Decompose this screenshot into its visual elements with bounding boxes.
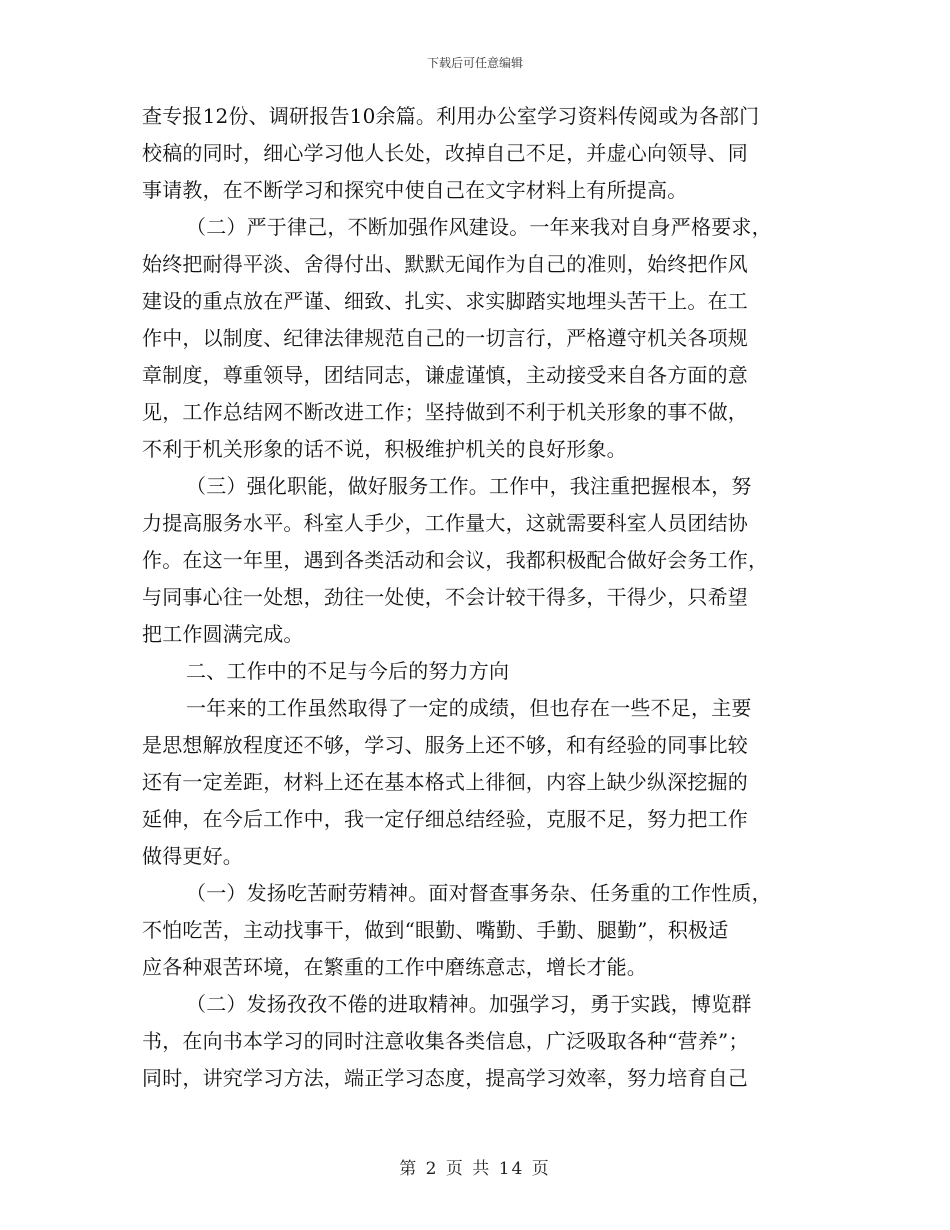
- text-line: 延伸，在今后工作中，我一定仔细总结经验，克服不足，努力把工作: [142, 807, 748, 831]
- text-line: 校稿的同时，细心学习他人长处，改掉自己不足，并虚心向领导、同: [142, 141, 748, 165]
- text-line: 建设的重点放在严谨、细致、扎实、求实脚踏实地埋头苦干上。在工: [142, 289, 748, 313]
- text-line: 书，在向书本学习的同时注意收集各类信息，广泛吸取各种“营养”；: [142, 1029, 749, 1053]
- text-line: （一）发扬吃苦耐劳精神。面对督查事务杂、任务重的工作性质，: [186, 881, 772, 905]
- text-line: 一年来的工作虽然取得了一定的成绩，但也存在一些不足，主要: [186, 696, 752, 720]
- page-number: 第 2 页 共 14 页: [399, 1159, 551, 1179]
- document-body: [142, 98, 807, 1097]
- text-line: 同时，讲究学习方法，端正学习态度，提高学习效率，努力培育自己: [142, 1066, 748, 1090]
- text-line: 事请教，在不断学习和探究中使自己在文字材料上有所提高。: [142, 178, 688, 202]
- text-line: 是思想解放程度还不够，学习、服务上还不够，和有经验的同事比较: [142, 733, 748, 757]
- text-line: 应各种艰苦环境，在繁重的工作中磨练意志，增长才能。: [142, 955, 647, 979]
- text-line: 做得更好。: [142, 844, 243, 868]
- text-line: （三）强化职能，做好服务工作。工作中，我注重把握根本，努: [186, 474, 752, 498]
- text-line: （二）严于律己，不断加强作风建设。一年来我对自身严格要求，: [186, 215, 772, 239]
- page-header: 下载后可任意编辑: [426, 56, 523, 70]
- text-line: 力提高服务水平。科室人手少，工作量大，这就需要科室人员团结协: [142, 511, 748, 535]
- text-line: 二、工作中的不足与今后的努力方向: [186, 659, 510, 683]
- text-line: 查专报12份、调研报告10余篇。利用办公室学习资料传阅或为各部门: [142, 104, 760, 128]
- text-line: 章制度，尊重领导，团结同志，谦虚谨慎，主动接受来自各方面的意: [142, 363, 748, 387]
- text-line: 始终把耐得平淡、舍得付出、默默无闻作为自己的准则，始终把作风: [142, 252, 748, 276]
- text-line: 作中，以制度、纪律法律规范自己的一切言行，严格遵守机关各项规: [142, 326, 748, 350]
- text-line: 不利于机关形象的话不说，积极维护机关的良好形象。: [142, 437, 627, 461]
- text-line: （二）发扬孜孜不倦的进取精神。加强学习，勇于实践，博览群: [186, 992, 752, 1016]
- text-line: 还有一定差距，材料上还在基本格式上徘徊，内容上缺少纵深挖掘的: [142, 770, 748, 794]
- text-line: 与同事心往一处想，劲往一处使，不会计较干得多，干得少，只希望: [142, 585, 748, 609]
- text-line: 不怕吃苦，主动找事干，做到“眼勤、嘴勤、手勤、腿勤”，积极适: [142, 918, 729, 942]
- text-line: 见，工作总结网不断改进工作；坚持做到不利于机关形象的事不做，: [142, 400, 748, 424]
- text-line: 作。在这一年里，遇到各类活动和会议，我都积极配合做好会务工作，: [142, 548, 769, 572]
- text-line: 把工作圆满完成。: [142, 622, 304, 646]
